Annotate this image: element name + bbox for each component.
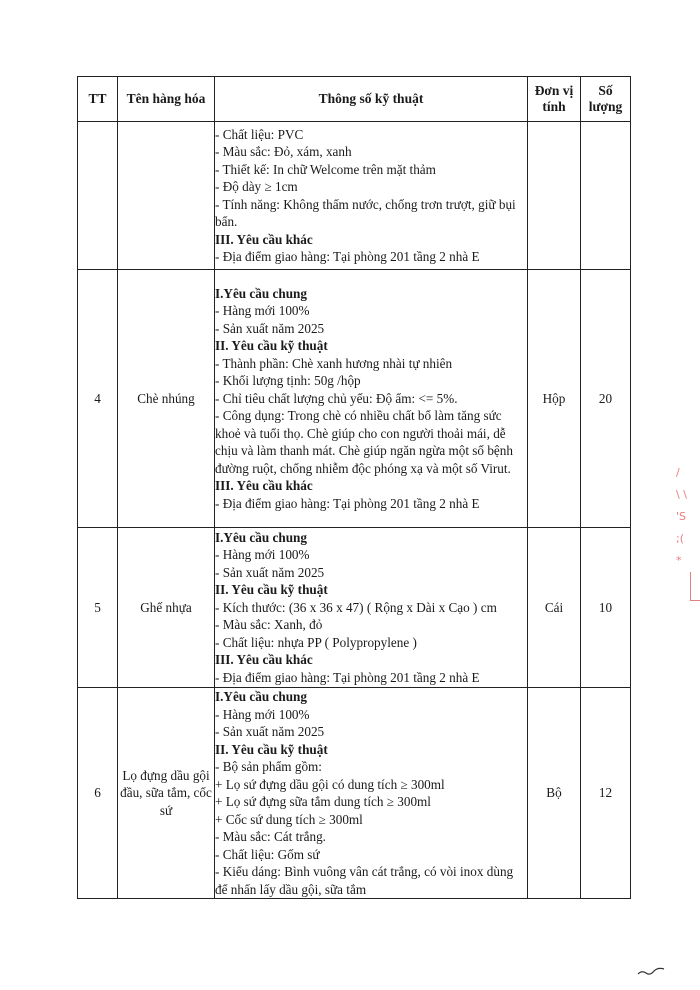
spec-line: - Khối lượng tịnh: 50g /hộp [215,373,361,389]
quantity-cell: 20 [581,270,631,528]
row-number-cell: 6 [78,688,118,899]
header-tt: TT [78,77,118,122]
header-specification: Thông số kỹ thuật [215,77,528,122]
spec-line: - Địa điểm giao hàng: Tại phòng 201 tầng 2 nhà E [215,669,480,685]
header-item-name: Tên hàng hóa [118,77,215,122]
specification-cell [215,122,528,270]
item-name-cell: Lọ đựng dầu gội đầu, sữa tắm, cốc sứ [118,688,215,899]
spec-line: - Chất liệu: nhựa PP ( Polypropylene ) [215,634,417,650]
unit-cell: Bộ [528,688,581,899]
item-name-cell: Ghế nhựa [118,528,215,688]
table-row [78,270,631,528]
specification-table [77,76,631,899]
spec-line: - Địa điểm giao hàng: Tại phòng 201 tầng 2 nhà E [215,495,480,511]
spec-line: - Màu sắc: Xanh, đỏ [215,617,323,633]
quantity-cell: 10 [581,528,631,688]
unit-cell: Cái [528,528,581,688]
table-row [78,528,631,688]
row-number-cell [78,122,118,270]
table-header-row [78,77,631,122]
quantity-cell [581,122,631,270]
section-heading: I.Yêu cầu chung [215,285,307,301]
section-heading: II. Yêu cầu kỹ thuật [215,582,328,598]
signature-mark [636,964,666,980]
spec-line: - Chỉ tiêu chất lượng chủ yếu: Độ ẩm: <= 5%. [215,390,458,406]
spec-line: + Lọ sứ đựng sữa tắm dung tích ≥ 300ml [215,794,431,809]
section-heading: III. Yêu cầu khác [215,478,313,494]
quantity-cell: 12 [581,688,631,899]
row-number-cell: 5 [78,528,118,688]
specification-cell [215,270,528,528]
spec-line: - Màu sắc: Cát trắng. [215,829,326,844]
spec-line: - Độ dày ≥ 1cm [215,179,298,194]
specification-cell [215,528,528,688]
header-unit: Đơn vị tính [528,77,581,122]
spec-line: - Bộ sản phẩm gồm: [215,759,322,774]
spec-line: - Chất liệu: PVC [215,126,304,142]
spec-line: - Địa điểm giao hàng: Tại phòng 201 tầng 2 nhà E [215,249,480,264]
table-row [78,688,631,899]
unit-cell: Hộp [528,270,581,528]
item-name-cell: Chè nhúng [118,270,215,528]
spec-line: + Lọ sứ đựng dầu gội có dung tích ≥ 300ml [215,776,445,792]
section-heading: III. Yêu cầu khác [215,652,313,668]
spec-line: - Kích thước: (36 x 36 x 47) ( Rộng x Dài x Cạo ) cm [215,599,497,615]
spec-line: + Cốc sứ dung tích ≥ 300ml [215,811,363,827]
row-number-cell: 4 [78,270,118,528]
table-row [78,122,631,270]
spec-line: - Tính năng: Không thấm nước, chống trơn trượt, giữ bụi bẩn. [215,196,520,229]
spec-line: - Hàng mới 100% [215,303,310,319]
spec-line: - Công dụng: Trong chè có nhiều chất bổ làm tăng sức khoẻ và tuổi thọ. Chè giúp cho con người thoải mái, dễ chịu và làm thanh mát. Chè giúp ngăn ngừa một số bệnh đường ruột, chống nhiễm độc phóng xạ và một số Virut. [215,408,517,476]
spec-line: - Sản xuất năm 2025 [215,724,325,739]
section-heading: II. Yêu cầu kỹ thuật [215,338,328,354]
section-heading: I.Yêu cầu chung [215,529,307,545]
margin-stamp-mark: / \ \ 'S ;( * [676,466,687,567]
unit-cell [528,122,581,270]
section-heading: II. Yêu cầu kỹ thuật [215,741,328,757]
spec-line: - Thành phần: Chè xanh hương nhài tự nhiên [215,355,453,371]
spec-line: - Thiết kế: In chữ Welcome trên mặt thảm [215,161,436,177]
item-name-cell [118,122,215,270]
spec-line: - Hàng mới 100% [215,706,310,722]
spec-line: - Sản xuất năm 2025 [215,320,325,336]
section-heading: I.Yêu cầu chung [215,689,307,704]
spec-line: - Màu sắc: Đỏ, xám, xanh [215,144,352,159]
stamp-border-mark [690,572,700,601]
section-heading: III. Yêu cầu khác [215,231,313,247]
spec-line: - Sản xuất năm 2025 [215,564,325,580]
spec-line: - Kiểu dáng: Bình vuông vân cát trắng, có vòi inox dùng để nhấn lấy dầu gội, sữa tắm [215,864,517,897]
header-quantity: Số lượng [581,77,631,122]
specification-cell [215,688,528,899]
spec-line: - Hàng mới 100% [215,547,310,563]
spec-line: - Chất liệu: Gốm sứ [215,846,320,862]
